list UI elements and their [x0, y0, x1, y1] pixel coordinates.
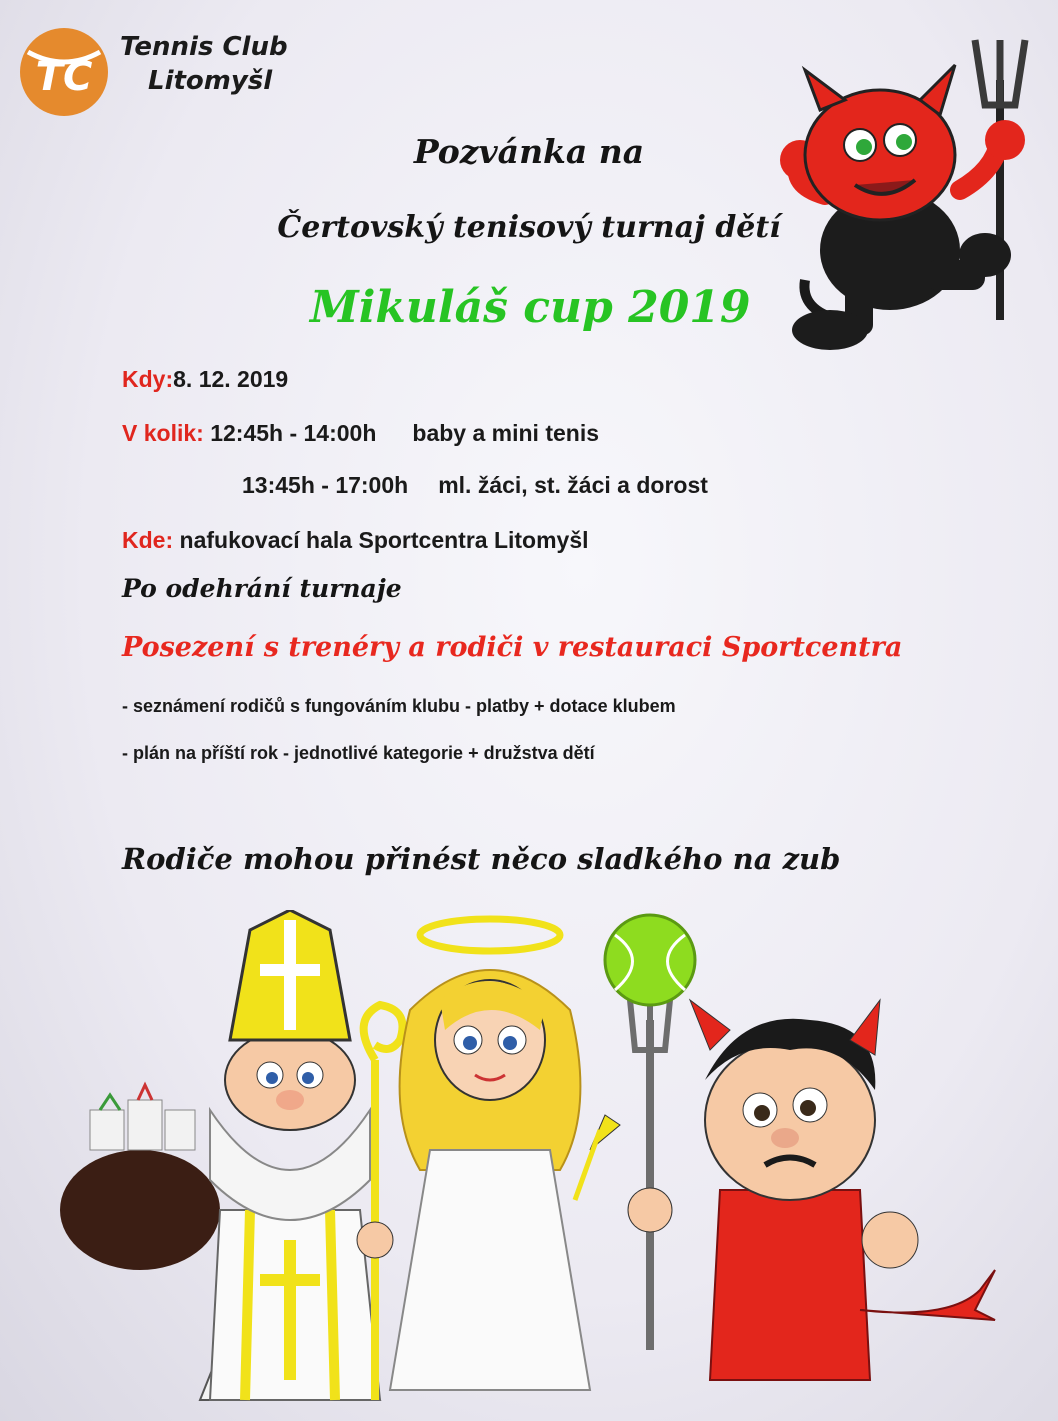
- slot-time-1: 12:45h - 14:00h: [210, 420, 377, 446]
- time-label: V kolik:: [122, 420, 204, 446]
- when-row: [122, 366, 288, 393]
- when-value: 8. 12. 2019: [173, 366, 289, 392]
- angel-figure: [390, 919, 620, 1390]
- tennis-ball-icon: [605, 915, 695, 1005]
- devil-with-pitchfork-illustration: [760, 20, 1050, 355]
- devil-with-tennis-ball-fork: [605, 915, 995, 1380]
- gift-sack-icon: [60, 1085, 220, 1270]
- tournament-subtitle: Čertovský tenisový turnaj dětí: [277, 210, 781, 245]
- parents-note: Rodiče mohou přinést něco sladkého na zub: [122, 842, 841, 876]
- club-name: [120, 30, 288, 98]
- slot-group-1: baby a mini tenis: [412, 420, 600, 446]
- after-tournament-intro: Po odehrání turnaje: [122, 574, 402, 603]
- bullet-point-2: - plán na příští rok - jednotlivé kategorie + družstva dětí: [122, 743, 595, 763]
- saint-nicholas-figure: [200, 910, 403, 1400]
- where-value: nafukovací hala Sportcentra Litomyšl: [179, 527, 589, 553]
- time-row-1: [122, 420, 599, 447]
- logo-text: TC: [35, 54, 93, 100]
- slot-group-2: ml. žáci, st. žáci a dorost: [438, 472, 708, 498]
- club-name-line2: Litomyšl: [148, 66, 273, 96]
- invite-heading: Pozvánka na: [413, 132, 645, 171]
- mikulas-angel-devil-illustration: [50, 910, 1010, 1410]
- slot-time-2: 13:45h - 17:00h: [242, 472, 409, 498]
- when-label: Kdy:: [122, 366, 174, 392]
- cup-title: Mikuláš cup 2019: [310, 282, 751, 333]
- where-row: [122, 527, 589, 554]
- where-label: Kde:: [122, 527, 174, 553]
- club-name-line1: Tennis Club: [120, 32, 288, 62]
- meeting-headline: Posezení s trenéry a rodiči v restauraci Sportcentra: [122, 632, 903, 663]
- bullet-point-1: - seznámení rodičů s fungováním klubu - platby + dotace klubem: [122, 696, 676, 716]
- time-row-2: [242, 472, 708, 499]
- tennis-club-logo: [14, 22, 114, 122]
